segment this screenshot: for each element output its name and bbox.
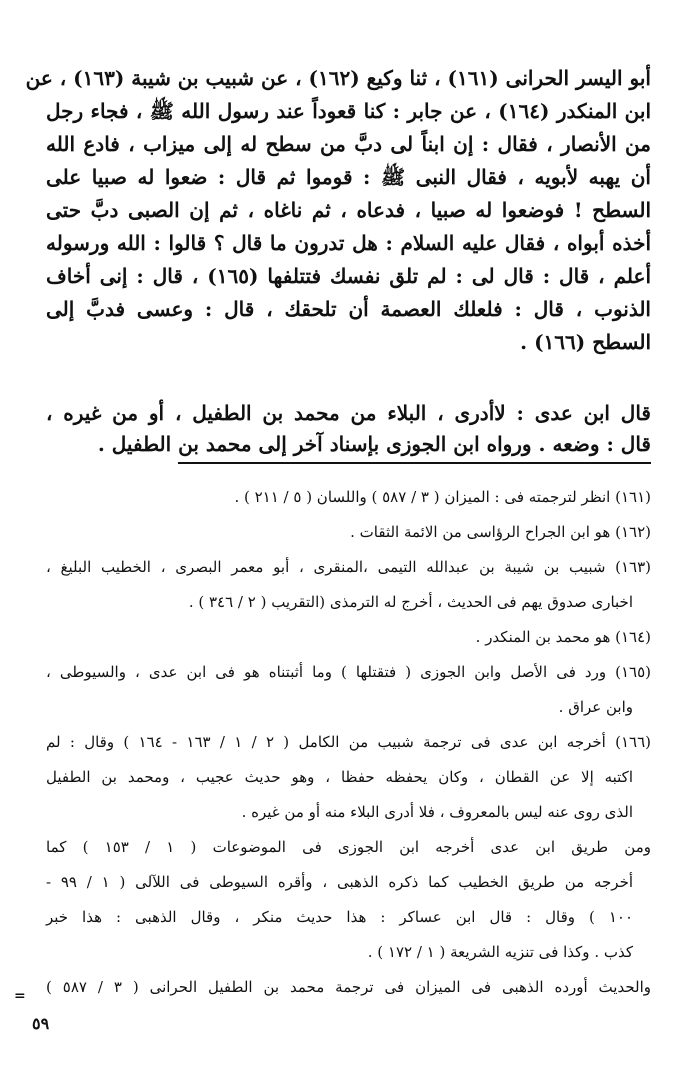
footnote-line: (١٦٤) هو محمد بن المنكدر .	[475, 628, 651, 646]
commentary-line: قال : وضعه . ورواه ابن الجوزى بإسناد آخر إلى محمد بن الطفيل .	[97, 432, 651, 456]
footnote-line: ومن طريق ابن عدى أخرجه ابن الجوزى فى الموضوعات ( ١ / ١٥٣ ) كما	[46, 838, 651, 856]
main-text-line: ابن المنكدر (١٦٤) ، عن جابر : كنا قعوداً عند رسول الله ﷺ ، فجاء رجل	[46, 99, 652, 123]
main-text-line: أبو اليسر الحرانى (١٦١) ، ثنا وكيع (١٦٢) ، عن شبيب بن شيبة (١٦٣) ، عن	[25, 66, 651, 90]
main-text-line: أن يهبه لأبويه ، فقال النبى ﷺ : قوموا ثم قال : ضعوا له صبيا على	[46, 165, 651, 189]
footnote-line: (١٦٦) أخرجه ابن عدى فى ترجمة شبيب من الكامل ( ٢ / ١ / ١٦٣ - ١٦٤ ) وقال : لم	[46, 733, 651, 751]
footnote-line: (١٦٢) هو ابن الجراح الرؤاسى من الائمة الثقات .	[350, 523, 651, 541]
footnote-separator	[178, 462, 651, 464]
footnote-line: ١٠٠ ) وقال : قال ابن عساكر : هذا حديث منكر ، وقال الذهبى : هذا خبر	[46, 908, 633, 926]
footnote-line: (١٦٣) شبيب بن شيبة بن عبدالله التيمى ،المنقرى ، أبو معمر البصرى ، الخطيب البليغ ،	[46, 558, 651, 576]
main-text-line: أخذه أبواه ، فقال عليه السلام : هل تدرون ما قال ؟ قالوا : الله ورسوله	[46, 231, 651, 255]
main-text-line: السطح (١٦٦) .	[520, 330, 651, 354]
main-text-line: السطح ! فوضعوا له صبيا ، فدعاه ، ثم ناغاه ، ثم إن الصبى دبَّ حتى	[46, 198, 651, 222]
footnote-line: وابن عراق .	[558, 698, 633, 716]
footnote-line: والحديث أورده الذهبى فى الميزان فى ترجمة محمد بن الطفيل الحرانى ( ٣ / ٥٨٧ )	[46, 978, 652, 996]
footnote-line: (١٦٥) ورد فى الأصل وابن الجوزى ( فتقتلها ) وما أثبتناه هو فى ابن عدى ، والسيوطى ،	[46, 663, 651, 681]
main-text-line: الذنوب ، قال : فلعلك العصمة أن تلحقك ، قال : وعسى فدبَّ إلى	[46, 297, 651, 321]
page-number: ٥٩	[32, 1014, 50, 1033]
footnote-line: اكتبه إلا عن القطان ، وكان يحفظه حفظا ، وهو حديث عجيب ، ومحمد بن الطفيل	[46, 768, 633, 786]
footnote-line: اخبارى صدوق يهم فى الحديث ، أخرج له الترمذى (التقريب ( ٢ / ٣٤٦ ) .	[188, 593, 633, 611]
footnotes	[46, 480, 651, 1005]
main-text-line: أعلم ، قال : قال لى : لم تلق نفسك فتتلفها (١٦٥) ، قال : إنى أخاف	[46, 264, 651, 288]
footnote-line: (١٦١) انظر لترجمته فى : الميزان ( ٣ / ٥٨٧ ) واللسان ( ٥ / ٢١١ ) .	[234, 488, 651, 506]
footnote-line: أخرجه من طريق الخطيب كما ذكره الذهبى ، وأقره السيوطى فى اللآلى ( ١ / ٩٩ -	[46, 873, 634, 891]
footnote-line: الذى روى عنه ليس بالمعروف ، فلا أدرى البلاء منه أو من غيره .	[241, 803, 633, 821]
main-text	[25, 62, 652, 359]
continuation-mark: =	[14, 988, 26, 1004]
commentary-line: قال ابن عدى : لاأدرى ، البلاء من محمد بن الطفيل ، أو من غيره ،	[46, 401, 651, 425]
commentary-text	[46, 398, 651, 460]
main-text-line: من الأنصار ، فقال : إن ابناً لى دبَّ من سطح له إلى ميزاب ، فادع الله	[46, 132, 651, 156]
footnote-line: كذب . وكذا فى تنزيه الشريعة ( ١ / ١٧٢ ) .	[367, 943, 633, 961]
